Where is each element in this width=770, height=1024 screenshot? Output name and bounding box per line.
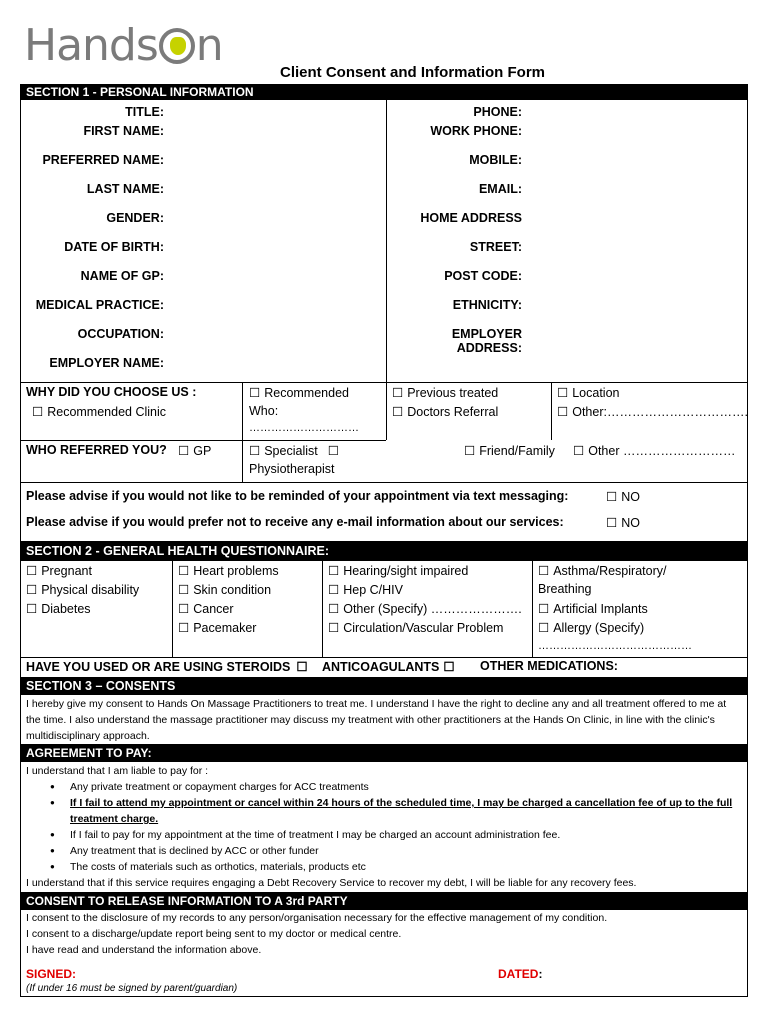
- personal-label: PREFERRED NAME:: [42, 153, 164, 167]
- who-dots[interactable]: …………………………: [249, 422, 359, 434]
- checkbox-asthma[interactable]: ☐ Asthma/Respiratory/: [538, 563, 666, 578]
- hand-icon: [159, 28, 195, 64]
- section2-header: SECTION 2 - GENERAL HEALTH QUESTIONNAIRE:: [20, 541, 748, 561]
- personal-label: EMPLOYER ADDRESS:: [451, 327, 522, 355]
- checkbox-steroids[interactable]: HAVE YOU USED OR ARE USING STEROIDS ☐: [26, 660, 308, 674]
- personal-label: WORK PHONE:: [430, 124, 522, 138]
- health-checkbox[interactable]: ☐ Skin condition: [178, 582, 271, 597]
- health-checkbox[interactable]: ☐ Other (Specify) ………………….: [328, 601, 522, 616]
- consent-text: I hereby give my consent to Hands On Massage Practitioners to treat me. I understand I have the right to decline any and all treatment offered to me at the time. I also understand the massage practitioner may discuss my treatment with other practitioners at the Hands On Clinic, in line with the clinic's multidisciplinary approach.: [26, 698, 727, 742]
- hands-on-logo: Hands n: [24, 20, 223, 71]
- checkbox-previous-treated[interactable]: ☐ Previous treated: [392, 385, 498, 400]
- checkbox-gp[interactable]: ☐ GP: [178, 443, 211, 458]
- personal-label: GENDER:: [106, 211, 164, 225]
- personal-label: HOME ADDRESS: [420, 211, 522, 225]
- health-checkbox[interactable]: ☐ Physical disability: [26, 582, 139, 597]
- personal-label: EMAIL:: [478, 182, 522, 196]
- pay-intro: I understand that I am liable to pay for :: [26, 765, 209, 777]
- personal-label: PHONE:: [473, 105, 522, 119]
- checkbox-allergy[interactable]: ☐ Allergy (Specify): [538, 620, 644, 635]
- allergy-dots[interactable]: ……………………………………: [538, 640, 692, 652]
- personal-label: TITLE:: [125, 105, 164, 119]
- third-line2: I consent to a discharge/update report being sent to my doctor or medical centre.: [26, 928, 402, 940]
- email-question: Please advise if you would prefer not to receive any e-mail information about our services:: [26, 515, 564, 529]
- pay-item: ● Any private treatment or copayment charges for ACC treatments: [26, 779, 738, 795]
- checkbox-recommended-clinic[interactable]: ☐ Recommended Clinic: [32, 404, 166, 419]
- pay-list: [26, 779, 738, 875]
- other-medications-label: OTHER MEDICATIONS:: [480, 659, 618, 673]
- third-line1: I consent to the disclosure of my records to any person/organisation necessary for the effective management of my condition.: [26, 912, 608, 924]
- checkbox-specialist[interactable]: ☐ Specialist ☐: [249, 444, 339, 458]
- third-line3: I have read and understand the information above.: [26, 944, 262, 956]
- pay-item: ● Any treatment that is declined by ACC or other funder: [26, 843, 738, 859]
- health-checkbox[interactable]: ☐ Diabetes: [26, 601, 91, 616]
- checkbox-anticoagulants[interactable]: ANTICOAGULANTS ☐: [322, 660, 455, 674]
- personal-label: FIRST NAME:: [83, 124, 164, 138]
- signed-label: SIGNED:: [26, 967, 77, 981]
- physio-label: Physiotherapist: [249, 462, 335, 476]
- health-checkbox[interactable]: ☐ Cancer: [178, 601, 234, 616]
- pay-item: ● The costs of materials such as orthotics, materials, products etc: [26, 859, 738, 875]
- pay-header: AGREEMENT TO PAY:: [20, 744, 748, 762]
- checkbox-no-text[interactable]: ☐ NO: [606, 489, 640, 504]
- asthma-label-cont: Breathing: [538, 582, 592, 596]
- personal-label: MEDICAL PRACTICE:: [35, 298, 164, 312]
- dated-label: DATED:: [498, 967, 543, 981]
- pay-item: ● If I fail to attend my appointment or cancel within 24 hours of the scheduled time, I may be charged a cancellation fee of up to the full treatment charge.: [26, 795, 738, 827]
- health-checkbox[interactable]: ☐ Hep C/HIV: [328, 582, 403, 597]
- personal-label: NAME OF GP:: [80, 269, 164, 283]
- personal-label: EMPLOYER NAME:: [49, 356, 164, 370]
- checkbox-other-referrer[interactable]: ☐ Other ………………………: [573, 443, 735, 458]
- checkbox-other-reason[interactable]: ☐ Other:…………………………….: [557, 404, 748, 419]
- checkbox-location[interactable]: ☐ Location: [557, 385, 619, 400]
- who-label: Who:: [249, 404, 279, 418]
- personal-label: DATE OF BIRTH:: [64, 240, 164, 254]
- personal-label: LAST NAME:: [86, 182, 164, 196]
- guardian-note: (If under 16 must be signed by parent/guardian): [26, 983, 238, 994]
- checkbox-artificial-implants[interactable]: ☐ Artificial Implants: [538, 601, 648, 616]
- section3-header: SECTION 3 – CONSENTS: [20, 677, 748, 695]
- choose-question: WHY DID YOU CHOOSE US :: [26, 385, 197, 399]
- checkbox-doctors-referral[interactable]: ☐ Doctors Referral: [392, 404, 498, 419]
- personal-label: MOBILE:: [469, 153, 522, 167]
- checkbox-friend-family[interactable]: ☐ Friend/Family: [464, 443, 555, 458]
- form-title: Client Consent and Information Form: [280, 64, 545, 81]
- personal-label: OCCUPATION:: [77, 327, 164, 341]
- third-party-header: CONSENT TO RELEASE INFORMATION TO A 3rd PARTY: [20, 892, 748, 910]
- pay-item: ● If I fail to pay for my appointment at the time of treatment I may be charged an account administration fee.: [26, 827, 738, 843]
- health-checkbox[interactable]: ☐ Pregnant: [26, 563, 92, 578]
- checkbox-no-email[interactable]: ☐ NO: [606, 515, 640, 530]
- text-reminder-question: Please advise if you would not like to be reminded of your appointment via text messaging:: [26, 489, 569, 503]
- health-checkbox[interactable]: ☐ Circulation/Vascular Problem: [328, 620, 503, 635]
- checkbox-recommended[interactable]: ☐ Recommended: [249, 385, 349, 400]
- health-checkbox[interactable]: ☐ Pacemaker: [178, 620, 256, 635]
- personal-label: ETHNICITY:: [452, 298, 522, 312]
- health-checkbox[interactable]: ☐ Hearing/sight impaired: [328, 563, 468, 578]
- section1-header: SECTION 1 - PERSONAL INFORMATION: [20, 84, 748, 100]
- personal-label: POST CODE:: [444, 269, 522, 283]
- health-checkbox[interactable]: ☐ Heart problems: [178, 563, 279, 578]
- referred-question: WHO REFERRED YOU?: [26, 443, 167, 457]
- debt-text: I understand that if this service requires engaging a Debt Recovery Service to recover my debt, I will be liable for any recovery fees.: [26, 877, 637, 889]
- personal-label: STREET:: [469, 240, 522, 254]
